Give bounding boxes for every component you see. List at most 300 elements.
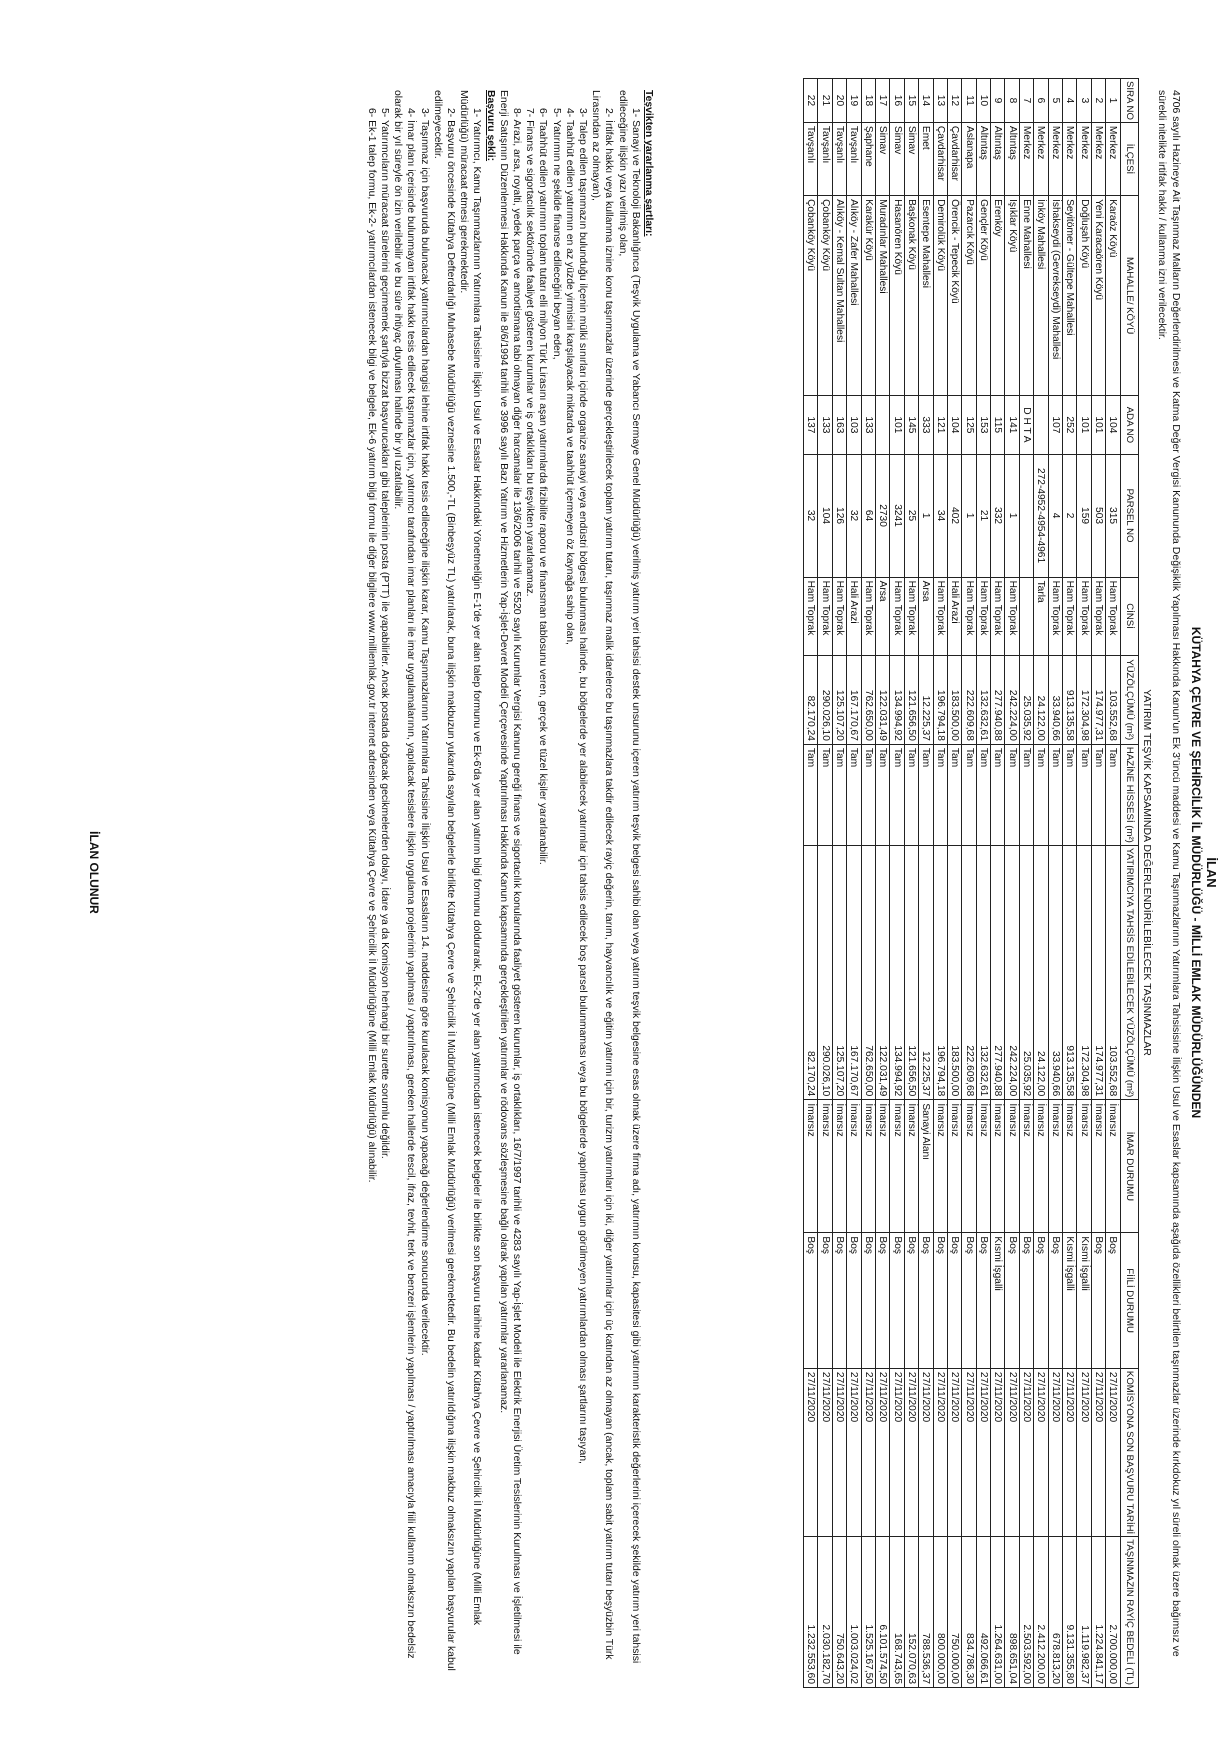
row-imar: Sanayi Alanı — [919, 1100, 933, 1233]
row-parsel: 1 — [962, 454, 976, 577]
row-ilce: Simav — [890, 122, 904, 195]
row-ada: 333 — [919, 396, 933, 454]
row-bedel: 492.066,61 — [976, 1537, 990, 1688]
row-bedel: 2.412.200,00 — [1034, 1537, 1048, 1688]
row-tarih: 27/11/2020 — [804, 1368, 818, 1536]
row-fiili: Boş — [875, 1233, 889, 1369]
row-tarih: 27/11/2020 — [1005, 1368, 1019, 1536]
row-parsel: 104 — [818, 454, 832, 577]
row-ada: 104 — [947, 396, 961, 454]
row-ada: 163 — [832, 396, 846, 454]
conditions-heading: Teşvikten yararlanma şartları: — [643, 90, 654, 237]
row-no: 22 — [804, 79, 818, 123]
row-imar: İmarsız — [1048, 1100, 1062, 1233]
row-cinsi: Hali Arazi — [847, 577, 861, 655]
condition-item: 4- Taahhüt edilen yatırımın en az yüzde yirmisini karşılayacak miktarda ve taahhüt içermeyen öz kaynağa sahip olan, — [563, 108, 575, 645]
row-cinsi: Ham Toprak — [1077, 577, 1091, 655]
row-parsel: 159 — [1077, 454, 1091, 577]
col-imar: İMAR DURUMU — [1120, 1100, 1138, 1233]
row-hisse: Tam — [1034, 744, 1048, 845]
table-header-row — [1120, 79, 1138, 1688]
row-koy: Esentepe Mahallesi — [919, 196, 933, 396]
row-parsel: 3241 — [890, 454, 904, 577]
table-row — [1106, 79, 1120, 1688]
col-yuzolcum: YÜZÖLÇÜMÜ (m²) — [1120, 655, 1138, 744]
row-fiili: Boş — [1019, 1233, 1033, 1369]
table-row — [1034, 79, 1048, 1688]
row-parsel — [1019, 454, 1033, 577]
col-komisyon: KOMİSYONA SON BAŞVURU TARİHİ — [1120, 1368, 1138, 1536]
row-ilce: Merkez — [1019, 122, 1033, 195]
row-bedel: 168.743,65 — [890, 1537, 904, 1688]
row-cinsi: Arsa — [875, 577, 889, 655]
table-row — [875, 79, 889, 1688]
row-cinsi: Ham Toprak — [861, 577, 875, 655]
row-bedel: 898.651,04 — [1005, 1537, 1019, 1688]
row-bedel: 1.119.982,37 — [1077, 1537, 1091, 1688]
row-bedel: 1.264.631,00 — [991, 1537, 1005, 1688]
row-bedel: 788.536,37 — [919, 1537, 933, 1688]
row-tarih: 27/11/2020 — [875, 1368, 889, 1536]
row-tarih: 27/11/2020 — [1048, 1368, 1062, 1536]
row-fiili: Boş — [832, 1233, 846, 1369]
col-fiili: FİİLİ DURUMU — [1120, 1233, 1138, 1369]
row-no: 13 — [933, 79, 947, 123]
row-tahsis: 103.552,68 — [1106, 845, 1120, 1099]
row-imar: İmarsız — [1063, 1100, 1077, 1233]
row-tahsis: 242.224,00 — [1005, 845, 1019, 1099]
row-tahsis: 125.107,20 — [832, 845, 846, 1099]
application-item: 4- İmar planı içerisinde bulunmayan irtifak hakkı tesis edilecek taşınmazlar için, yatırımcı tarafından imar planları ile imar uygulamalarının, yapılacak tesislere ilişkin uygulama projelerinin yapılması / yaptırılması, gereken hallerde tescil, ifraz, tevhit, terk ve benzeri işlemlerin yapılması / yaptırılması amacıyla fiili kullanım olmaksızın bedelsiz olarak bir yıl süreyle ön izin verilebilir ve bu süre ihtiyaç duyulması halinde bir yıl uzatılabilir. — [392, 90, 417, 1659]
row-fiili: Boş — [890, 1233, 904, 1369]
row-ada: 107 — [1048, 396, 1062, 454]
announcement-signoff: İLAN OLUNUR — [87, 831, 101, 914]
row-cinsi: Ham Toprak — [1005, 577, 1019, 655]
row-cinsi: Ham Toprak — [1063, 577, 1077, 655]
row-fiili: Boş — [947, 1233, 961, 1369]
row-parsel: 272-4952-4954-4961 — [1034, 454, 1048, 577]
row-hisse: Tam — [832, 744, 846, 845]
row-tahsis: 134.994,92 — [890, 845, 904, 1099]
row-tarih: 27/11/2020 — [1019, 1368, 1033, 1536]
row-yuzolcum: 121.656,50 — [904, 655, 918, 744]
table-row — [933, 79, 947, 1688]
row-bedel: 1.003.024,02 — [847, 1537, 861, 1688]
row-no: 14 — [919, 79, 933, 123]
row-ilce: Merkez — [1048, 122, 1062, 195]
row-yuzolcum: 172.304,98 — [1077, 655, 1091, 744]
row-hisse: Tam — [1063, 744, 1077, 845]
row-cinsi: Tarla — [1034, 577, 1048, 655]
row-ada: 145 — [904, 396, 918, 454]
row-tahsis: 290.026,10 — [818, 845, 832, 1099]
row-tarih: 27/11/2020 — [962, 1368, 976, 1536]
row-ilce: Tavşanlı — [804, 122, 818, 195]
row-fiili: Boş — [818, 1233, 832, 1369]
row-tarih: 27/11/2020 — [847, 1368, 861, 1536]
row-hisse: Tam — [1048, 744, 1062, 845]
row-tahsis: 222.609,68 — [962, 845, 976, 1099]
row-bedel: 750.643,20 — [832, 1537, 846, 1688]
row-tarih: 27/11/2020 — [904, 1368, 918, 1536]
row-tarih: 27/11/2020 — [1091, 1368, 1105, 1536]
row-hisse: Tam — [804, 744, 818, 845]
row-fiili: Boş — [976, 1233, 990, 1369]
row-imar: İmarsız — [933, 1100, 947, 1233]
row-fiili: Boş — [847, 1233, 861, 1369]
row-yuzolcum: 25.035,92 — [1019, 655, 1033, 744]
table-row — [847, 79, 861, 1688]
row-bedel: 2.700.000,00 — [1106, 1537, 1120, 1688]
dhta-marker: D H T A — [1019, 396, 1033, 454]
row-hisse: Tam — [947, 744, 961, 845]
row-yuzolcum: 24.122,00 — [1034, 655, 1048, 744]
row-koy: Karakür Köyü — [861, 196, 875, 396]
row-no: 12 — [947, 79, 961, 123]
row-koy: Demirolük Köyü — [933, 196, 947, 396]
row-tarih: 27/11/2020 — [976, 1368, 990, 1536]
application-item: 6- Ek-1 talep formu, Ek-2- yatırımcılardan istenecek bilgi ve belgele, Ek-6 yatırım bilgi formu ile diğer bilgilere www.milliemlak.gov.tr internet adresinden veya Kütahya Çevre ve Şehircilik İl Müdürlüğüne (Milli Emlak Müdürlüğü) alınabilir. — [365, 108, 377, 1183]
row-koy: Hasanören Köyü — [890, 196, 904, 396]
row-parsel: 402 — [947, 454, 961, 577]
table-row — [1077, 79, 1091, 1688]
row-cinsi: Ham Toprak — [1091, 577, 1105, 655]
row-hisse: Tam — [919, 744, 933, 845]
row-fiili: Boş — [804, 1233, 818, 1369]
property-table — [803, 78, 1139, 1688]
row-yuzolcum: 167.170,67 — [847, 655, 861, 744]
row-no: 8 — [1005, 79, 1019, 123]
row-hisse: Tam — [976, 744, 990, 845]
application-heading: Başvuru şekli: — [484, 90, 496, 162]
row-fiili: Kısmi İşgalli — [1063, 1233, 1077, 1369]
row-koy: Enne Mahallesi — [1019, 196, 1033, 396]
row-tahsis: 121.656,50 — [904, 845, 918, 1099]
row-no: 11 — [962, 79, 976, 123]
row-koy: Pazarcık Köyü — [962, 196, 976, 396]
row-ada: 101 — [1091, 396, 1105, 454]
row-ada: 104 — [1106, 396, 1120, 454]
row-hisse: Tam — [991, 744, 1005, 845]
row-koy: Yeni Karacaören Köyü — [1091, 196, 1105, 396]
row-no: 21 — [818, 79, 832, 123]
row-tarih: 27/11/2020 — [861, 1368, 875, 1536]
row-tahsis: 762.650,00 — [861, 845, 875, 1099]
row-imar: İmarsız — [847, 1100, 861, 1233]
row-koy: Gençler Köyü — [976, 196, 990, 396]
row-no: 7 — [1019, 79, 1033, 123]
row-imar: İmarsız — [890, 1100, 904, 1233]
row-imar: İmarsız — [1034, 1100, 1048, 1233]
row-no: 6 — [1034, 79, 1048, 123]
col-bedel: TAŞINMAZIN RAYİÇ BEDELİ (TL) — [1120, 1537, 1138, 1688]
row-hisse: Tam — [1077, 744, 1091, 845]
row-imar: İmarsız — [991, 1100, 1005, 1233]
row-hisse: Tam — [847, 744, 861, 845]
row-no: 19 — [847, 79, 861, 123]
row-fiili: Boş — [1106, 1233, 1120, 1369]
row-cinsi: Ham Toprak — [804, 577, 818, 655]
row-tahsis: 122.031,49 — [875, 845, 889, 1099]
row-imar: İmarsız — [1106, 1100, 1120, 1233]
row-cinsi: Hali Arazi — [947, 577, 961, 655]
row-bedel: 2.503.592,00 — [1019, 1537, 1033, 1688]
row-koy: Çobanköy Köyü — [804, 196, 818, 396]
row-cinsi: Ham Toprak — [962, 577, 976, 655]
condition-item: 1- Sanayi ve Teknoloji Bakanlığınca (Teşvik Uygulama ve Yabancı Sermaye Genel Müdürlüğü) verilmiş yatırım yeri tahsisi destek unsurunu içeren yatırım teşvik belgesi sahibi olan veya yatırım teşvik belgesine esas olmak üzere firma adı, yatırımın konusu, kapasitesi gibi yatırımın karakteristik değerlerini içerecek şekilde yatırım yeri tahsisi edileceğine ilişkin yazı verilmiş olan, — [616, 90, 641, 1664]
row-yuzolcum: 913.135,58 — [1063, 655, 1077, 744]
condition-item: 6- Taahhüt edilen yatırımın toplam tutarı elli milyon Türk Lirasını aşan yatırımlarda fizibilite raporu ve finansman tablosunu veren, gerçek ve tüzel kişiler yararlanabilir. — [537, 108, 549, 865]
row-ilce: Çavdarhisar — [947, 122, 961, 195]
row-parsel: 32 — [847, 454, 861, 577]
row-imar: İmarsız — [1005, 1100, 1019, 1233]
condition-item: 7- Finans ve sigortacılık sektöründe faaliyet gösteren kurumlar ve iş ortaklıkları bu teşvikten yararlanamaz. — [524, 108, 536, 597]
table-row — [832, 79, 846, 1688]
row-koy: Işıklar Köyü — [1005, 196, 1019, 396]
col-mahalle: MAHALLE/ KÖYÜ — [1120, 196, 1138, 396]
row-fiili: Kısmi İşgalli — [1077, 1233, 1091, 1369]
row-cinsi: Arsa — [919, 577, 933, 655]
row-fiili: Boş — [1034, 1233, 1048, 1369]
row-yuzolcum: 132.632,61 — [976, 655, 990, 744]
row-no: 9 — [991, 79, 1005, 123]
col-ilce: İLÇESİ — [1120, 122, 1138, 195]
row-tahsis: 174.977,31 — [1091, 845, 1105, 1099]
condition-item: 5- Yatırımın ne şekilde finanse edileceğini beyan eden, — [550, 108, 562, 360]
row-cinsi: Ham Toprak — [890, 577, 904, 655]
row-hisse: Tam — [875, 744, 889, 845]
row-no: 4 — [1063, 79, 1077, 123]
table-row — [976, 79, 990, 1688]
row-yuzolcum: 82.170,24 — [804, 655, 818, 744]
row-ada: 133 — [818, 396, 832, 454]
row-yuzolcum: 242.224,00 — [1005, 655, 1019, 744]
row-yuzolcum: 183.500,00 — [947, 655, 961, 744]
row-ilce: Tavşanlı — [832, 122, 846, 195]
conditions-section — [365, 90, 655, 1680]
condition-item: 2- İrtifak hakkı veya kullanma iznine konu taşınmazlar üzerinde gerçekleştirilecek toplam yatırım tutarı, taşınmaz malik idarelerce bu taşınmazlara takdir edilecek rayiç değerin, tarım, hayvancılık ve eğitim yatırımı için bir, turizm yatırımları için iki, diğer yatırımlar için üç katından az olmayan (ancak, toplam sabit yatırım tutarı beşyüzbin Türk Lirasından az olmayan), — [590, 90, 615, 1660]
row-cinsi: Ham Toprak — [1048, 577, 1062, 655]
table-row — [1048, 79, 1062, 1688]
application-item: 5- Yatırımcıların müracaat sürelerini geçirmemek şartıyla bizzat başvurucakları gibi taleplerinin posta (PTT) ile yapabilirler. Ancak postada doğacak gecikmelerden dolayı, İdare ya da Komisyon herhangi bir surette sorumlu değildir. — [378, 108, 390, 1159]
row-yuzolcum: 290.026,10 — [818, 655, 832, 744]
row-ilce: Tavşanlı — [847, 122, 861, 195]
row-tahsis: 183.500,00 — [947, 845, 961, 1099]
row-no: 15 — [904, 79, 918, 123]
row-cinsi: Ham Toprak — [991, 577, 1005, 655]
row-tahsis: 196.794,18 — [933, 845, 947, 1099]
row-bedel: 152.070,63 — [904, 1537, 918, 1688]
row-ilce: Altıntaş — [976, 122, 990, 195]
row-imar: İmarsız — [875, 1100, 889, 1233]
row-hisse: Tam — [861, 744, 875, 845]
row-imar: İmarsız — [804, 1100, 818, 1233]
row-ada: 137 — [804, 396, 818, 454]
row-tarih: 27/11/2020 — [1077, 1368, 1091, 1536]
row-tarih: 27/11/2020 — [947, 1368, 961, 1536]
row-parsel: 4 — [1048, 454, 1062, 577]
row-koy: Alıköy - Zafer Mahallesi — [847, 196, 861, 396]
row-ilce: Merkez — [1034, 122, 1048, 195]
row-no: 10 — [976, 79, 990, 123]
row-hisse: Tam — [818, 744, 832, 845]
row-cinsi — [1019, 577, 1033, 655]
row-bedel: 750.000,00 — [947, 1537, 961, 1688]
row-ada: 101 — [1077, 396, 1091, 454]
row-bedel: 2.030.182,70 — [818, 1537, 832, 1688]
row-ilce: Şaphane — [861, 122, 875, 195]
row-cinsi: Ham Toprak — [832, 577, 846, 655]
row-no: 18 — [861, 79, 875, 123]
row-cinsi: Ham Toprak — [904, 577, 918, 655]
row-tarih: 27/11/2020 — [991, 1368, 1005, 1536]
row-no: 16 — [890, 79, 904, 123]
row-tahsis: 277.940,88 — [991, 845, 1005, 1099]
table-row — [919, 79, 933, 1688]
row-tahsis: 82.170,24 — [804, 845, 818, 1099]
row-tarih: 27/11/2020 — [1063, 1368, 1077, 1536]
row-ada: 103 — [847, 396, 861, 454]
row-tarih: 27/11/2020 — [919, 1368, 933, 1536]
table-row — [1019, 79, 1033, 1688]
row-parsel: 126 — [832, 454, 846, 577]
announcement-issuer: KÜTAHYA ÇEVRE VE ŞEHİRCİLİK İL MÜDÜRLÜĞÜ - MİLLİ EMLAK MÜDÜRLÜĞÜNDEN — [1189, 626, 1203, 1119]
table-row — [1005, 79, 1019, 1688]
row-fiili: Boş — [1048, 1233, 1062, 1369]
row-fiili: Boş — [962, 1233, 976, 1369]
row-cinsi: Ham Toprak — [976, 577, 990, 655]
row-no: 5 — [1048, 79, 1062, 123]
table-caption: YATIRIM TEŞVİK KAPSAMINDA DEĞERLENDİRİLEBİLECEK TAŞINMAZLAR — [1141, 689, 1153, 1056]
row-ilce: Merkez — [1091, 122, 1105, 195]
row-koy: Doğluşah Köyü — [1077, 196, 1091, 396]
row-tarih: 27/11/2020 — [1034, 1368, 1048, 1536]
row-ada — [875, 396, 889, 454]
row-tarih: 27/11/2020 — [933, 1368, 947, 1536]
row-yuzolcum: 12.225,37 — [919, 655, 933, 744]
row-ada: 141 — [1005, 396, 1019, 454]
row-bedel: 678.813,20 — [1048, 1537, 1062, 1688]
table-row — [904, 79, 918, 1688]
row-parsel: 1 — [1005, 454, 1019, 577]
row-ilce: Merkez — [1063, 122, 1077, 195]
col-sira: SIRA NO — [1120, 79, 1138, 123]
row-imar: İmarsız — [1019, 1100, 1033, 1233]
row-imar: İmarsız — [832, 1100, 846, 1233]
row-ada: 133 — [861, 396, 875, 454]
row-parsel: 64 — [861, 454, 875, 577]
row-bedel: 1.224.841,17 — [1091, 1537, 1105, 1688]
announcement-title: İLAN — [1204, 857, 1219, 888]
row-hisse: Tam — [890, 744, 904, 845]
row-fiili: Boş — [1005, 1233, 1019, 1369]
row-koy: Karaöz Köyü — [1106, 196, 1120, 396]
row-ada: 252 — [1063, 396, 1077, 454]
row-fiili: Boş — [933, 1233, 947, 1369]
table-row — [818, 79, 832, 1688]
row-yuzolcum: 122.031,49 — [875, 655, 889, 744]
row-yuzolcum: 222.609,68 — [962, 655, 976, 744]
row-tahsis: 132.632,61 — [976, 845, 990, 1099]
row-ada: 153 — [976, 396, 990, 454]
application-item: 3- Taşınmaz için başvuruda bulunacak yatırımcılardan hangisi lehine irtifak hakkı tesis edileceğine ilişkin karar, Kamu Taşınmazlarının Yatırımlara Tahsisine İlişkin Usul ve Esasların 14. maddesine göre kurulacak komisyonun yapacağı değerlendirme sonucunda verilecektir. — [418, 108, 430, 1356]
application-item: 2- Başvuru öncesinde Kütahya Defterdarlığı Muhasebe Müdürlüğü veznesine 1.500,-TL (Binbeşyüz TL) yatırılarak, buna ilişkin makbuzun yukarıda sayılan belgelerle birlikte Kütahya Çevre ve Şehircilik İl Müdürlüğüne (Milli Emlak Müdürlüğü) verilmesi gerekmektedir. Bu bedelin yatırıldığına ilişkin makbuz olmaksızın yapılan başvurular kabul edilmeyecektir. — [431, 90, 456, 1671]
row-tarih: 27/11/2020 — [890, 1368, 904, 1536]
row-ilce: Altıntaş — [1005, 122, 1019, 195]
row-ada: 121 — [933, 396, 947, 454]
condition-item: 3- Talep edilen taşınmazın bulunduğu ilçenin mülki sınırları içinde organize sanayi veya endüstri bölgesi bulunması halinde, bu bölgelerde yer alabilecek yatırımlar için tahsis edilecek boş parsel bulunmaması veya bu bölgelerde yapılması uygun görülmeyen yatırımlardan olması şartlarını taşıyan, — [576, 108, 588, 1464]
row-cinsi: Ham Toprak — [933, 577, 947, 655]
application-item: 1- Yatırımcı, Kamu Taşınmazlarının Yatırımlara Tahsisine İlişkin Usul ve Esaslar Hakkındaki Yönetmeliğin E-1'de yer alan talep formunu ve Ek-6'da yer alan yatırım bilgi formunu doldurarak, Ek-2'de yer alan yatırımcıdan istenecek belgeler ile birlikte son başvuru tarihine kadar Kütahya Çevre ve Şehircilik İl Müdürlüğüne (Milli Emlak Müdürlüğü) müracaat etmesi gerekmektedir. — [458, 90, 483, 1626]
row-parsel: 503 — [1091, 454, 1105, 577]
row-yuzolcum: 762.650,00 — [861, 655, 875, 744]
row-parsel: 315 — [1106, 454, 1120, 577]
row-hisse: Tam — [933, 744, 947, 845]
row-tahsis: 33.940,66 — [1048, 845, 1062, 1099]
row-parsel: 2 — [1063, 454, 1077, 577]
row-tahsis: 12.225,37 — [919, 845, 933, 1099]
row-koy: Seyitömer - Gültepe Mahallesi — [1063, 196, 1077, 396]
table-row — [861, 79, 875, 1688]
row-parsel: 332 — [991, 454, 1005, 577]
row-imar: İmarsız — [947, 1100, 961, 1233]
row-imar: İmarsız — [818, 1100, 832, 1233]
row-ilce: Merkez — [1077, 122, 1091, 195]
row-yuzolcum: 134.994,92 — [890, 655, 904, 744]
row-ilce: Altıntaş — [991, 122, 1005, 195]
row-parsel: 32 — [804, 454, 818, 577]
row-tahsis: 25.035,92 — [1019, 845, 1033, 1099]
row-bedel: 1.232.553,60 — [804, 1537, 818, 1688]
row-ilce: Tavşanlı — [818, 122, 832, 195]
row-imar: İmarsız — [1077, 1100, 1091, 1233]
row-bedel: 1.525.167,50 — [861, 1537, 875, 1688]
row-hisse: Tam — [1005, 744, 1019, 845]
row-parsel: 1 — [919, 454, 933, 577]
announcement-intro: 4706 sayılı Hazineye Ait Taşınmaz Malların Değerlendirilmesi ve Katma Değer Vergisi Kanununda Değişiklik Yapılması Hakkında Kanun'un Ek 3'üncü maddesi ve Kamu Taşınmazlarının Yatırımlara Tahsisisine İlişkin Usul ve Esaslar kapsamında aşağıda özellikleri belirtilen taşınmazlar üzerinde kırkdokuz yıl süreli olmak üzere bağımsız ve sürekli nitelikte irtifak hakkı / kullanma izni verilecektir. — [1156, 90, 1182, 1657]
row-imar: İmarsız — [1091, 1100, 1105, 1233]
row-parsel: 21 — [976, 454, 990, 577]
row-parsel: 34 — [933, 454, 947, 577]
row-cinsi: Ham Toprak — [818, 577, 832, 655]
row-no: 20 — [832, 79, 846, 123]
row-tarih: 27/11/2020 — [818, 1368, 832, 1536]
row-koy: Erenköy — [991, 196, 1005, 396]
table-row — [890, 79, 904, 1688]
row-imar: İmarsız — [976, 1100, 990, 1233]
row-no: 1 — [1106, 79, 1120, 123]
row-ilce: Merkez — [1106, 122, 1120, 195]
row-tahsis: 167.170,67 — [847, 845, 861, 1099]
row-yuzolcum: 277.940,88 — [991, 655, 1005, 744]
table-row — [947, 79, 961, 1688]
row-ilce: Simav — [875, 122, 889, 195]
row-fiili: Boş — [1091, 1233, 1105, 1369]
row-hisse: Tam — [904, 744, 918, 845]
row-ada: 101 — [890, 396, 904, 454]
row-tarih: 27/11/2020 — [832, 1368, 846, 1536]
col-hisse: HAZİNE HİSSESİ (m²) — [1120, 744, 1138, 845]
row-yuzolcum: 103.552,68 — [1106, 655, 1120, 744]
row-koy: Alıköy - Kemal Sultan Mahallesi — [832, 196, 846, 396]
table-row — [962, 79, 976, 1688]
col-tahsis: YATIRIMCIYA TAHSİS EDİLEBİLECEK YÜZÖLÇÜMÜ (m²) — [1120, 845, 1138, 1099]
row-yuzolcum: 174.977,31 — [1091, 655, 1105, 744]
row-ada: 125 — [962, 396, 976, 454]
table-row — [804, 79, 818, 1688]
row-ilce: Aslanapa — [962, 122, 976, 195]
row-tahsis: 172.304,98 — [1077, 845, 1091, 1099]
